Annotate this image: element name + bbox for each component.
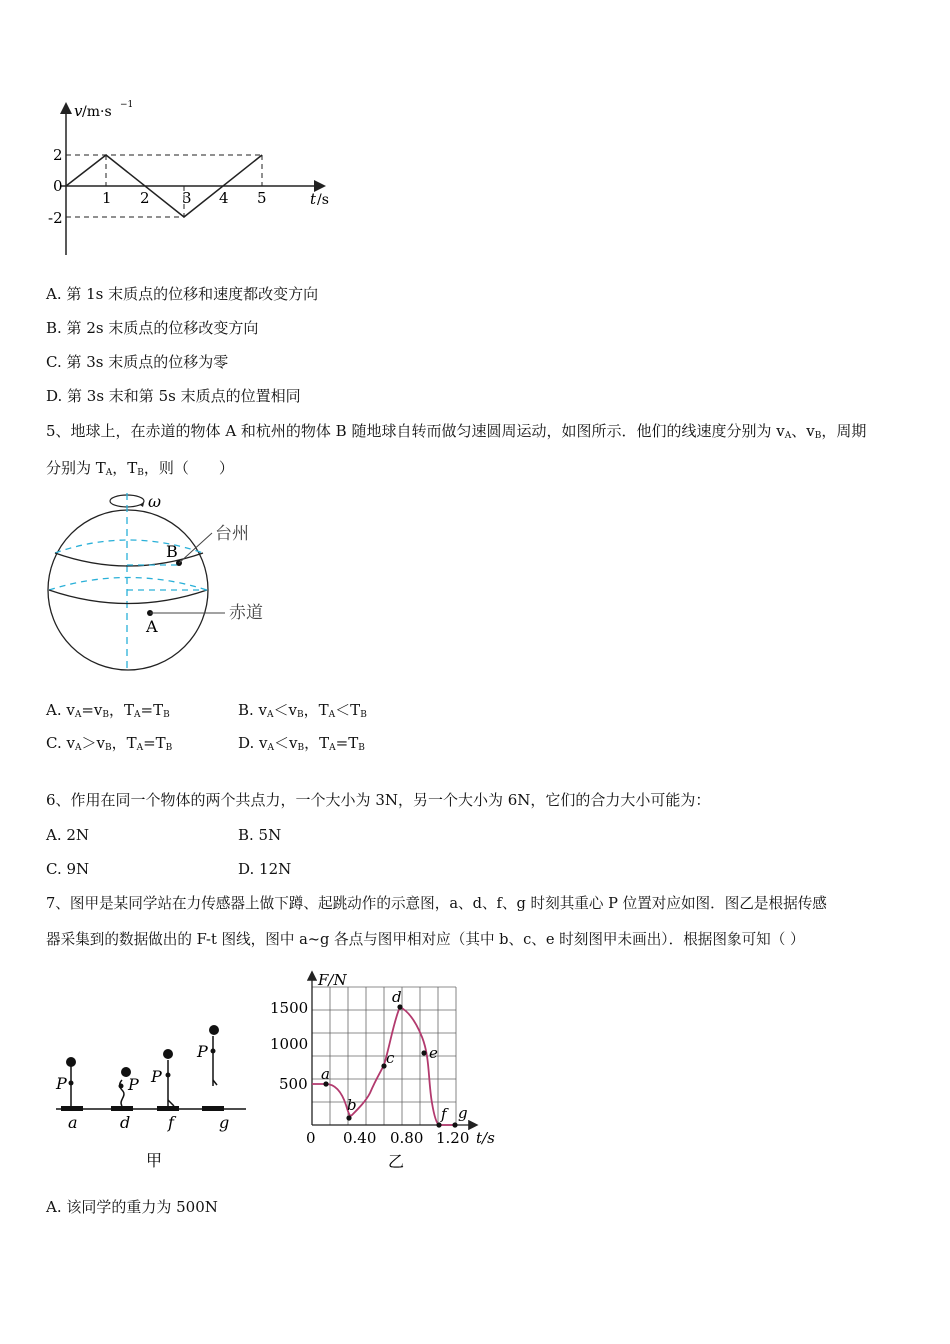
- pt-f: f: [441, 1105, 447, 1123]
- q7-stem-line1: 7、图甲是某同学站在力传感器上做下蹲、起跳动作的示意图，a、d、f、g 时刻其重心 P 位置对应如图．图乙是根据传感: [46, 895, 827, 912]
- q7-stem-line2: 器采集到的数据做出的 F-t 图线，图中 a~g 各点与图甲相对应（其中 b、c、e 时刻图甲未画出）．根据图象可知（ ）: [46, 931, 805, 948]
- vt-graph: [30, 95, 340, 265]
- vt-y-tick: 2: [53, 146, 63, 164]
- caption-jia: 甲: [146, 1151, 163, 1170]
- ft-x-tick: 1.20: [436, 1129, 470, 1147]
- figure-yi: [266, 965, 506, 1175]
- vt-y-label-v: v: [74, 102, 83, 120]
- q5-option-a: A. $v_A=v_B$，$T_A=T_B$: [46, 701, 170, 720]
- vt-y-label-unit: /m·s: [82, 104, 112, 120]
- q4-option-b: B. 第 2s 末质点的位移改变方向: [46, 319, 259, 337]
- label-b: B: [166, 542, 178, 561]
- label-f: f: [168, 1113, 174, 1132]
- globe-figure: [40, 487, 290, 677]
- q7-option-a: A. 该同学的重力为 500N: [46, 1198, 218, 1216]
- omega-label: ω: [148, 492, 162, 511]
- ft-x-tick: 0.80: [390, 1129, 424, 1147]
- label-g: g: [219, 1113, 230, 1132]
- ft-x-tick: 0: [306, 1129, 316, 1147]
- vt-x-tick: 2: [140, 189, 150, 207]
- q4-option-a: A. 第 1s 末质点的位移和速度都改变方向: [46, 285, 319, 303]
- q6-option-c: C. 9N: [46, 860, 90, 878]
- vt-y-tick: 0: [53, 177, 63, 195]
- label-p: P: [56, 1074, 67, 1093]
- q5-stem-line1: 5、地球上，在赤道的物体 A 和杭州的物体 B 随地球自转而做匀速圆周运动，如图所示．他们的线速度分别为 $v_A$、$v_B$，周期: [46, 422, 867, 441]
- vt-y-tick: -2: [48, 209, 63, 227]
- caption-yi: 乙: [388, 1152, 405, 1171]
- pt-d: d: [392, 988, 402, 1006]
- ft-x-label: t/s: [476, 1129, 495, 1147]
- label-d: d: [120, 1113, 131, 1132]
- label-a: a: [68, 1113, 78, 1132]
- pt-e: e: [429, 1044, 438, 1062]
- label-equator: 赤道: [229, 603, 263, 623]
- label-p: P: [197, 1042, 208, 1061]
- vt-x-tick: 1: [102, 189, 112, 207]
- label-p: P: [151, 1067, 162, 1086]
- q6-option-a: A. 2N: [46, 826, 90, 844]
- vt-x-tick: 3: [182, 189, 192, 207]
- label-p: P: [128, 1075, 139, 1094]
- q5-option-c: C. $v_A>v_B$，$T_A=T_B$: [46, 734, 173, 753]
- q6-option-d: D. 12N: [238, 860, 292, 878]
- vt-x-tick: 4: [219, 189, 229, 207]
- label-a: A: [146, 617, 158, 636]
- pt-g: g: [458, 1104, 468, 1122]
- q4-option-c: C. 第 3s 末质点的位移为零: [46, 353, 229, 371]
- pt-c: c: [386, 1049, 395, 1067]
- q6-option-b: B. 5N: [238, 826, 282, 844]
- q5-stem-line2: 分别为 $T_A$，$T_B$，则（ ）: [46, 459, 234, 478]
- ft-y-tick: 500: [279, 1075, 308, 1093]
- vt-x-tick: 5: [257, 189, 267, 207]
- vt-y-label-exp: −1: [120, 100, 134, 110]
- figure-jia: [50, 1020, 250, 1175]
- ft-y-tick: 1500: [270, 999, 309, 1017]
- vt-x-label-t: t: [310, 190, 317, 208]
- label-taizhou: 台州: [215, 524, 249, 544]
- q5-option-d: D. $v_A<v_B$，$T_A=T_B$: [238, 734, 365, 753]
- ft-y-label: F/N: [318, 971, 347, 989]
- q4-option-d: D. 第 3s 末和第 5s 末质点的位置相同: [46, 387, 301, 405]
- q6-stem: 6、作用在同一个物体的两个共点力，一个大小为 3N，另一个大小为 6N，它们的合力大小可能为：: [46, 791, 711, 809]
- ft-x-tick: 0.40: [343, 1129, 377, 1147]
- pt-b: b: [347, 1096, 357, 1114]
- ft-y-tick: 1000: [270, 1035, 309, 1053]
- vt-x-label-unit: /s: [317, 192, 329, 208]
- q5-option-b: B. $v_A<v_B$，$T_A<T_B$: [238, 701, 367, 720]
- pt-a: a: [321, 1065, 330, 1083]
- equator-circle: [49, 590, 207, 604]
